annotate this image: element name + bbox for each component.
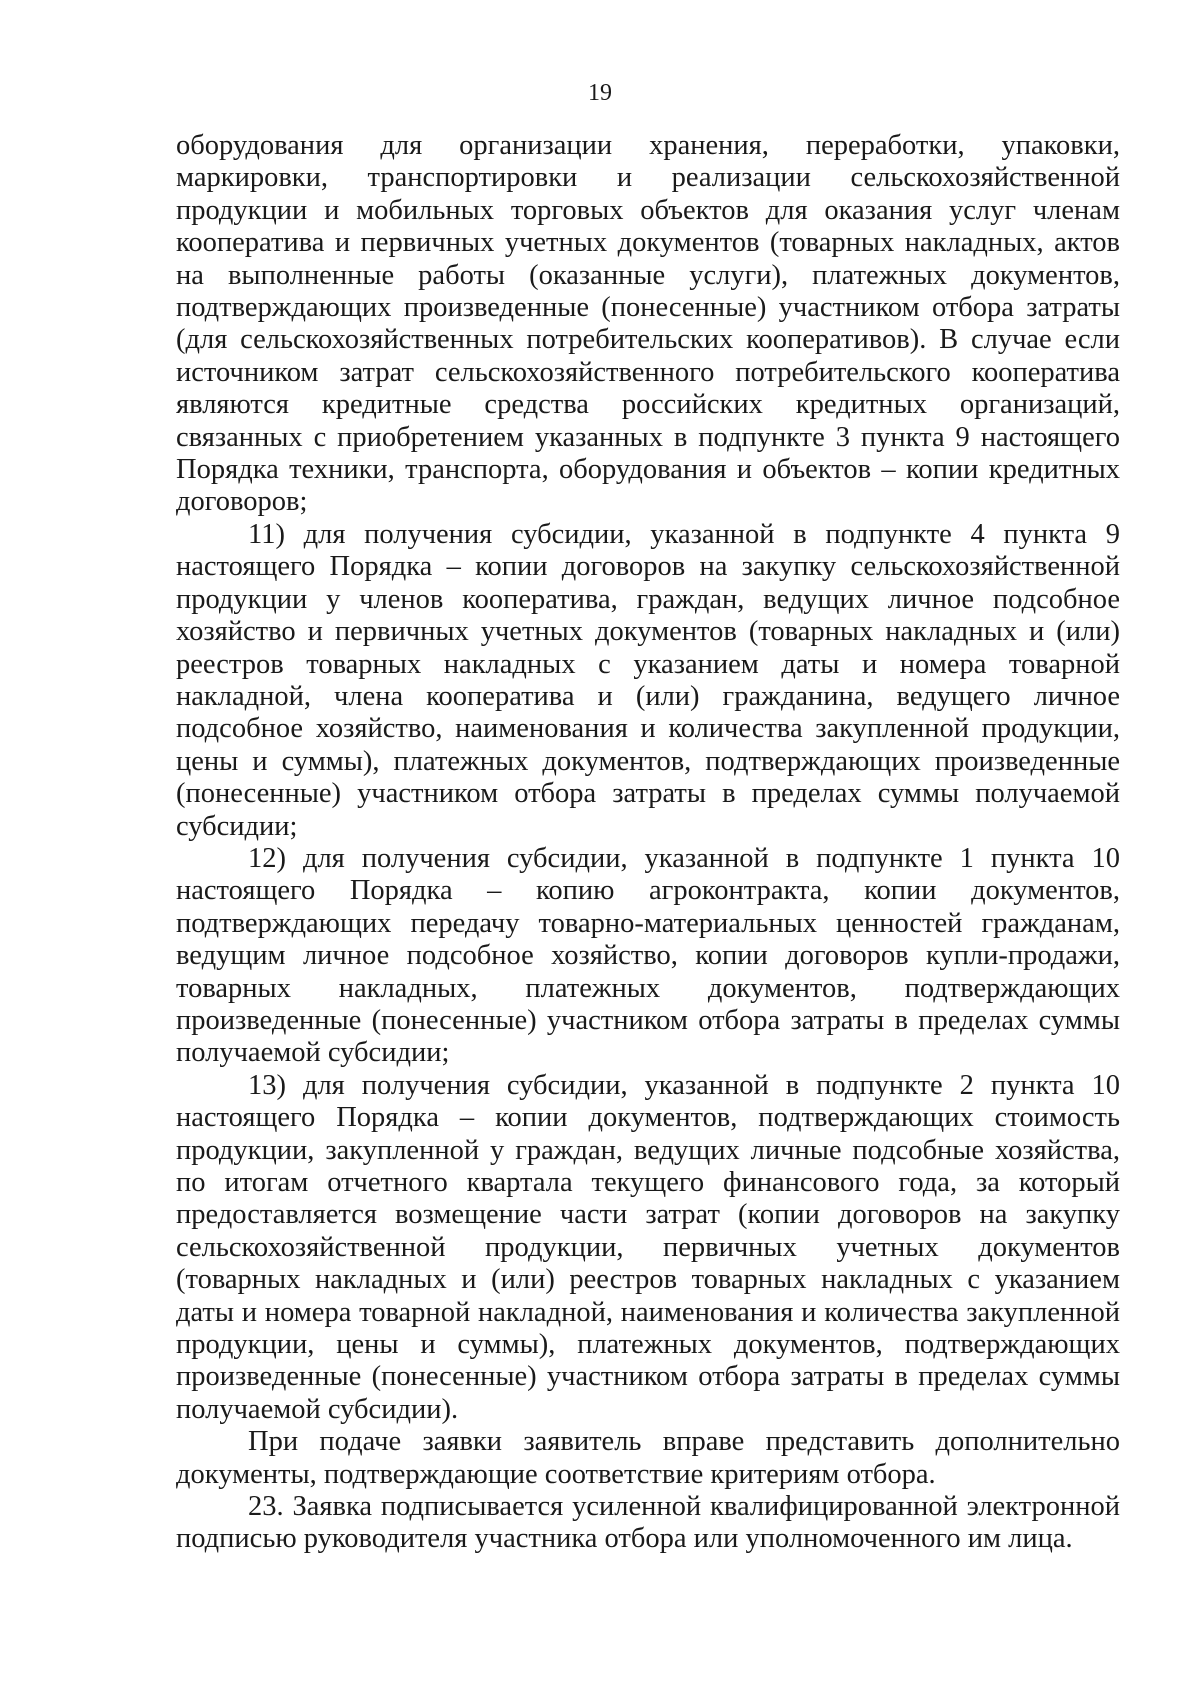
page-number: 19	[588, 80, 612, 106]
paragraph-continuation: оборудования для организации хранения, переработки, упаковки, маркировки, транспортировки и реализации сельскохозяйственной продукции и мобильных торговых объектов для оказания услуг членам кооператива и первичных учетных документов (товарных накладных, актов на выполненные работы (оказанные услуги), платежных документов, подтверждающих произведенные (понесенные) участником отбора затраты (для сельскохозяйственных потребительских кооперативов). В случае если источником затрат сельскохозяйственного потребительского кооператива являются кредитные средства российских кредитных организаций, связанных с приобретением указанных в подпункте 3 пункта 9 настоящего Порядка техники, транспорта, оборудования и объектов – копии кредитных договоров;	[176, 130, 1120, 518]
paragraph-item-13: 13) для получения субсидии, указанной в подпункте 2 пункта 10 настоящего Порядка – копии документов, подтверждающих стоимость продукции, закупленной у граждан, ведущих личные подсобные хозяйства, по итогам отчетного квартала текущего финансового года, за который предоставляется возмещение части затрат (копии договоров на закупку сельскохозяйственной продукции, первичных учетных документов (товарных накладных и (или) реестров товарных накладных с указанием даты и номера товарной накладной, наименования и количества закупленной продукции, цены и суммы), платежных документов, подтверждающих произведенные (понесенные) участником отбора затраты в пределах суммы получаемой субсидии).	[176, 1069, 1120, 1425]
paragraph-item-12: 12) для получения субсидии, указанной в подпункте 1 пункта 10 настоящего Порядка – копию агроконтракта, копии документов, подтверждающих передачу товарно-материальных ценностей гражданам, ведущим личное подсобное хозяйство, копии договоров купли-продажи, товарных накладных, платежных документов, подтверждающих произведенные (понесенные) участником отбора затраты в пределах суммы получаемой субсидии;	[176, 842, 1120, 1069]
document-body	[176, 130, 1120, 1556]
paragraph-item-11: 11) для получения субсидии, указанной в подпункте 4 пункта 9 настоящего Порядка – копии договоров на закупку сельскохозяйственной продукции у членов кооператива, граждан, ведущих личное подсобное хозяйство и первичных учетных документов (товарных накладных и (или) реестров товарных накладных с указанием даты и номера товарной накладной, члена кооператива и (или) гражданина, ведущего личное подсобное хозяйство, наименования и количества закупленной продукции, цены и суммы), платежных документов, подтверждающих произведенные (понесенные) участником отбора затраты в пределах суммы получаемой субсидии;	[176, 518, 1120, 842]
paragraph-additional-documents: При подаче заявки заявитель вправе представить дополнительно документы, подтверждающие соответствие критериям отбора.	[176, 1426, 1120, 1490]
paragraph-item-23: 23. Заявка подписывается усиленной квалифицированной электронной подписью руководителя участника отбора или уполномоченного им лица.	[176, 1491, 1120, 1555]
